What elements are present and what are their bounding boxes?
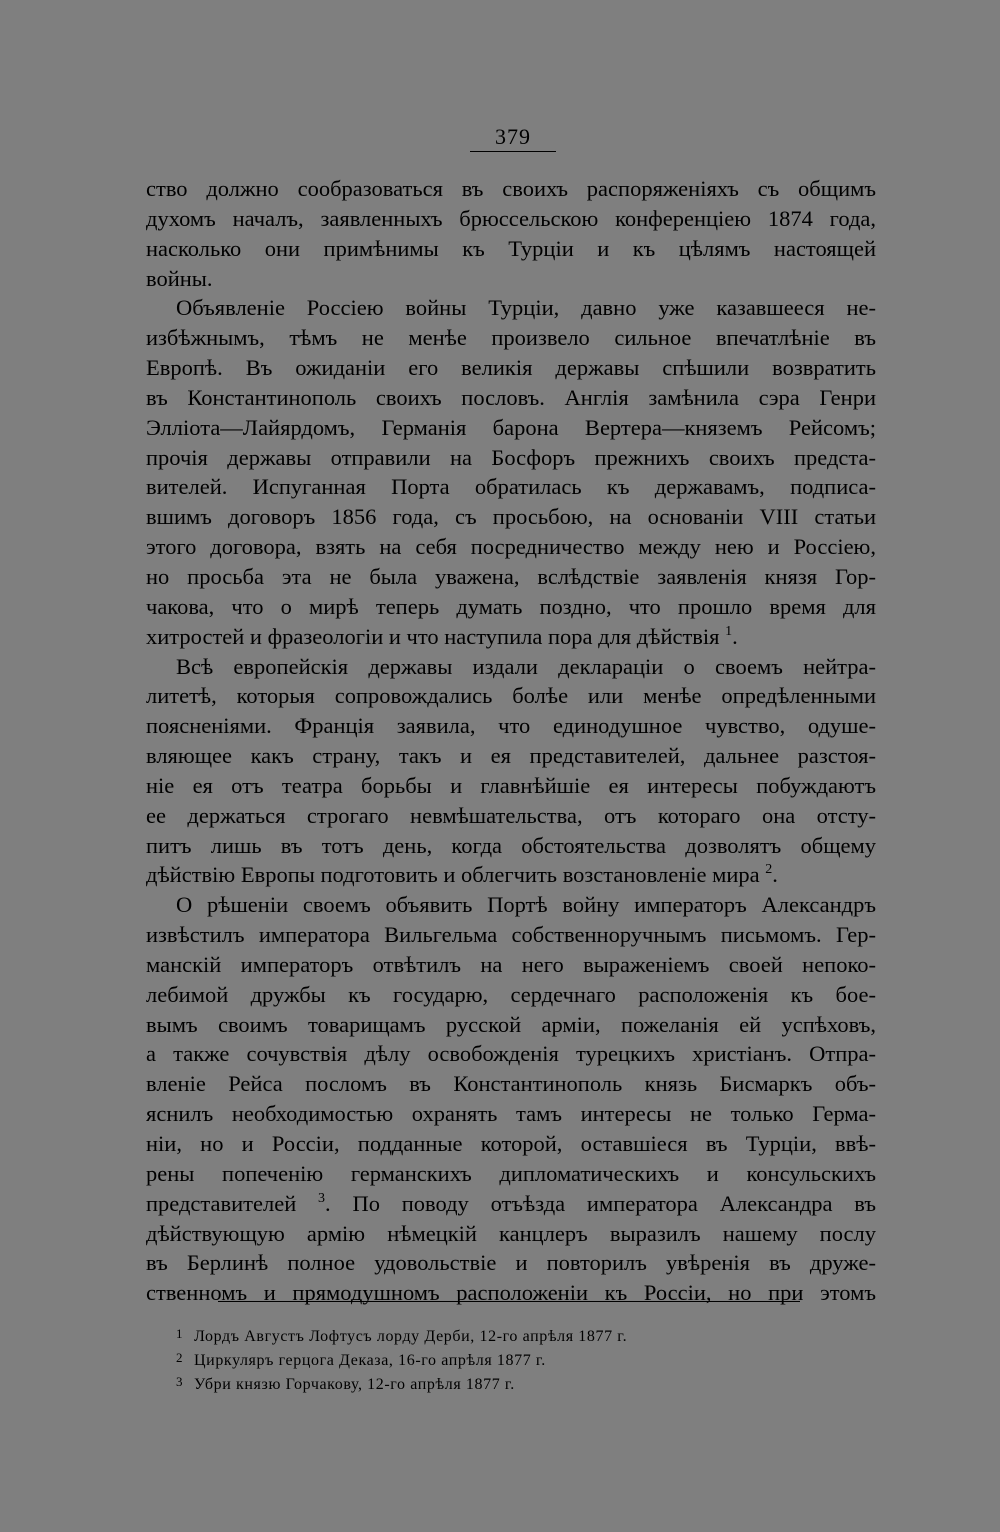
footnote-ref: 3 [318,1190,326,1206]
text-line: вляющее какъ страну, такъ и ея представителей, дальнее разстоя- [146,743,876,769]
footnote-text: Убри князю Горчакову, 12-го апрѣля 1877 г. [194,1376,515,1393]
text-line: избѣжнымъ, тѣмъ не менѣе произвело сильное впечатлѣніе въ [146,325,876,351]
text-line: прочія державы отправили на Босфоръ прежнихъ своихъ предста- [146,444,876,470]
text-line: въ Константинополь своихъ пословъ. Англія замѣнила сэра Генри [146,384,876,410]
footnote [176,1370,796,1394]
footnote-ref: 1 [725,623,733,639]
text-line: Эллiота—Лайярдомъ, Германія барона Вертера—княземъ Рейсомъ; [146,414,876,440]
text-line: ее держаться строгаго невмѣшательства, отъ котораго она отсту- [146,802,876,828]
text-line: ніе ея отъ театра борьбы и главнѣйшіе ея интересы побуждаютъ [146,772,876,798]
text-line: вителей. Испуганная Порта обратилась къ державамъ, подписа- [146,474,876,500]
text-line: рены попеченію германскихъ дипломатическихъ и консульскихъ [146,1160,876,1186]
text-line: дѣйствующую армію нѣмецкій канцлеръ выразилъ нашему послу [146,1220,876,1246]
paragraph [146,174,876,293]
page-number-rule [470,151,556,152]
footnote-ref: 2 [765,862,773,878]
text-line: ственномъ и прямодушномъ расположеніи къ Россіи, но при этомъ [146,1280,876,1306]
text-line: Объявленіе Россіею войны Турціи, давно уже казавшееся не- [176,295,876,321]
footnotes [176,1322,796,1394]
text-line: вшимъ договоръ 1856 года, съ просьбою, на основаніи VIII статьи [146,504,876,530]
paragraph [146,890,876,1308]
text-line: литетѣ, которыя сопровождались болѣе или менѣе опредѣленными [146,683,876,709]
text-line: манскій императоръ отвѣтилъ на него выраженіемъ своей непоко- [146,951,876,977]
text-line: лебимой дружбы къ государю, сердечнаго расположенія къ бое- [146,981,876,1007]
text-line: Всѣ европейскія державы издали декларацiи о своемъ нейтра- [176,653,876,679]
footnote-text: Лордъ Августъ Лофтусъ лорду Дерби, 12-го апрѣля 1877 г. [194,1328,628,1345]
paragraph [146,652,876,891]
text-line: О рѣшеніи своемъ объявить Портѣ войну императоръ Александръ [176,892,876,918]
text-line: въ Берлинѣ полное удовольствіе и повторилъ увѣренія въ друже- [146,1250,876,1276]
footnote [176,1322,796,1346]
footnote [176,1346,796,1370]
text-line: а также сочувствія дѣлу освобожденія турецкихъ христіанъ. Отпра- [146,1041,876,1067]
text-line: извѣстилъ императора Вильгельма собственноручнымъ письмомъ. Гер- [146,922,876,948]
text-line: представителей $^3$. По поводу отъѣзда императора Александра въ [146,1190,877,1216]
text-line: ство должно сообразоваться въ своихъ распоряженіяхъ съ общимъ [146,176,876,201]
footnote-mark: 1 [176,1326,184,1341]
text-line: яснилъ необходимостью охранять тамъ интересы не только Герма- [146,1101,876,1127]
footnote-mark: 3 [176,1374,184,1389]
text-line: чакова, что о мирѣ теперь думать поздно, что прошло время для [146,593,876,619]
paragraph [146,293,876,651]
body-text [146,174,876,1308]
text-line: вленіе Рейса посломъ въ Константинополь князь Бисмаркъ объ- [146,1071,876,1097]
footnote-mark: 2 [176,1350,184,1365]
text-line: но просьба эта не была уважена, вслѣдствіе заявленія князя Гор- [146,563,876,589]
page-number: 379 [495,124,531,149]
text-line: поясненіями. Франція заявила, что единодушное чувство, одуше- [146,713,876,739]
text-line: этого договора, взять на себя посредничество между нею и Россіею, [146,534,876,560]
text-line: насколько они примѣнимы къ Турціи и къ цѣлямъ настоящей [146,235,876,261]
text-line: духомъ началъ, заявленныхъ брюссельскою конференціею 1874 года, [146,205,876,231]
text-line: питъ лишь въ тотъ день, когда обстоятельства дозволятъ общему [146,832,876,858]
text-line: Европѣ. Въ ожиданіи его великія державы спѣшили возвратить [146,355,876,381]
text-line: войны. [146,265,213,291]
text-line: ніи, но и Россіи, подданные которой, оставшіеся въ Турціи, ввѣ- [146,1131,876,1156]
footnote-separator [218,1301,800,1302]
text-line: хитростей и фразеологіи и что наступила пора для дѣйствія $^1$. [146,623,738,649]
text-line: дѣйствію Европы подготовить и облегчить возстановленіе мира $^2$. [146,862,778,888]
text-line: вымъ своимъ товарищамъ русской арміи, пожеланія ей успѣховъ, [146,1011,876,1037]
footnote-text: Циркуляръ герцога Деказа, 16-го апрѣля 1877 г. [194,1352,546,1369]
